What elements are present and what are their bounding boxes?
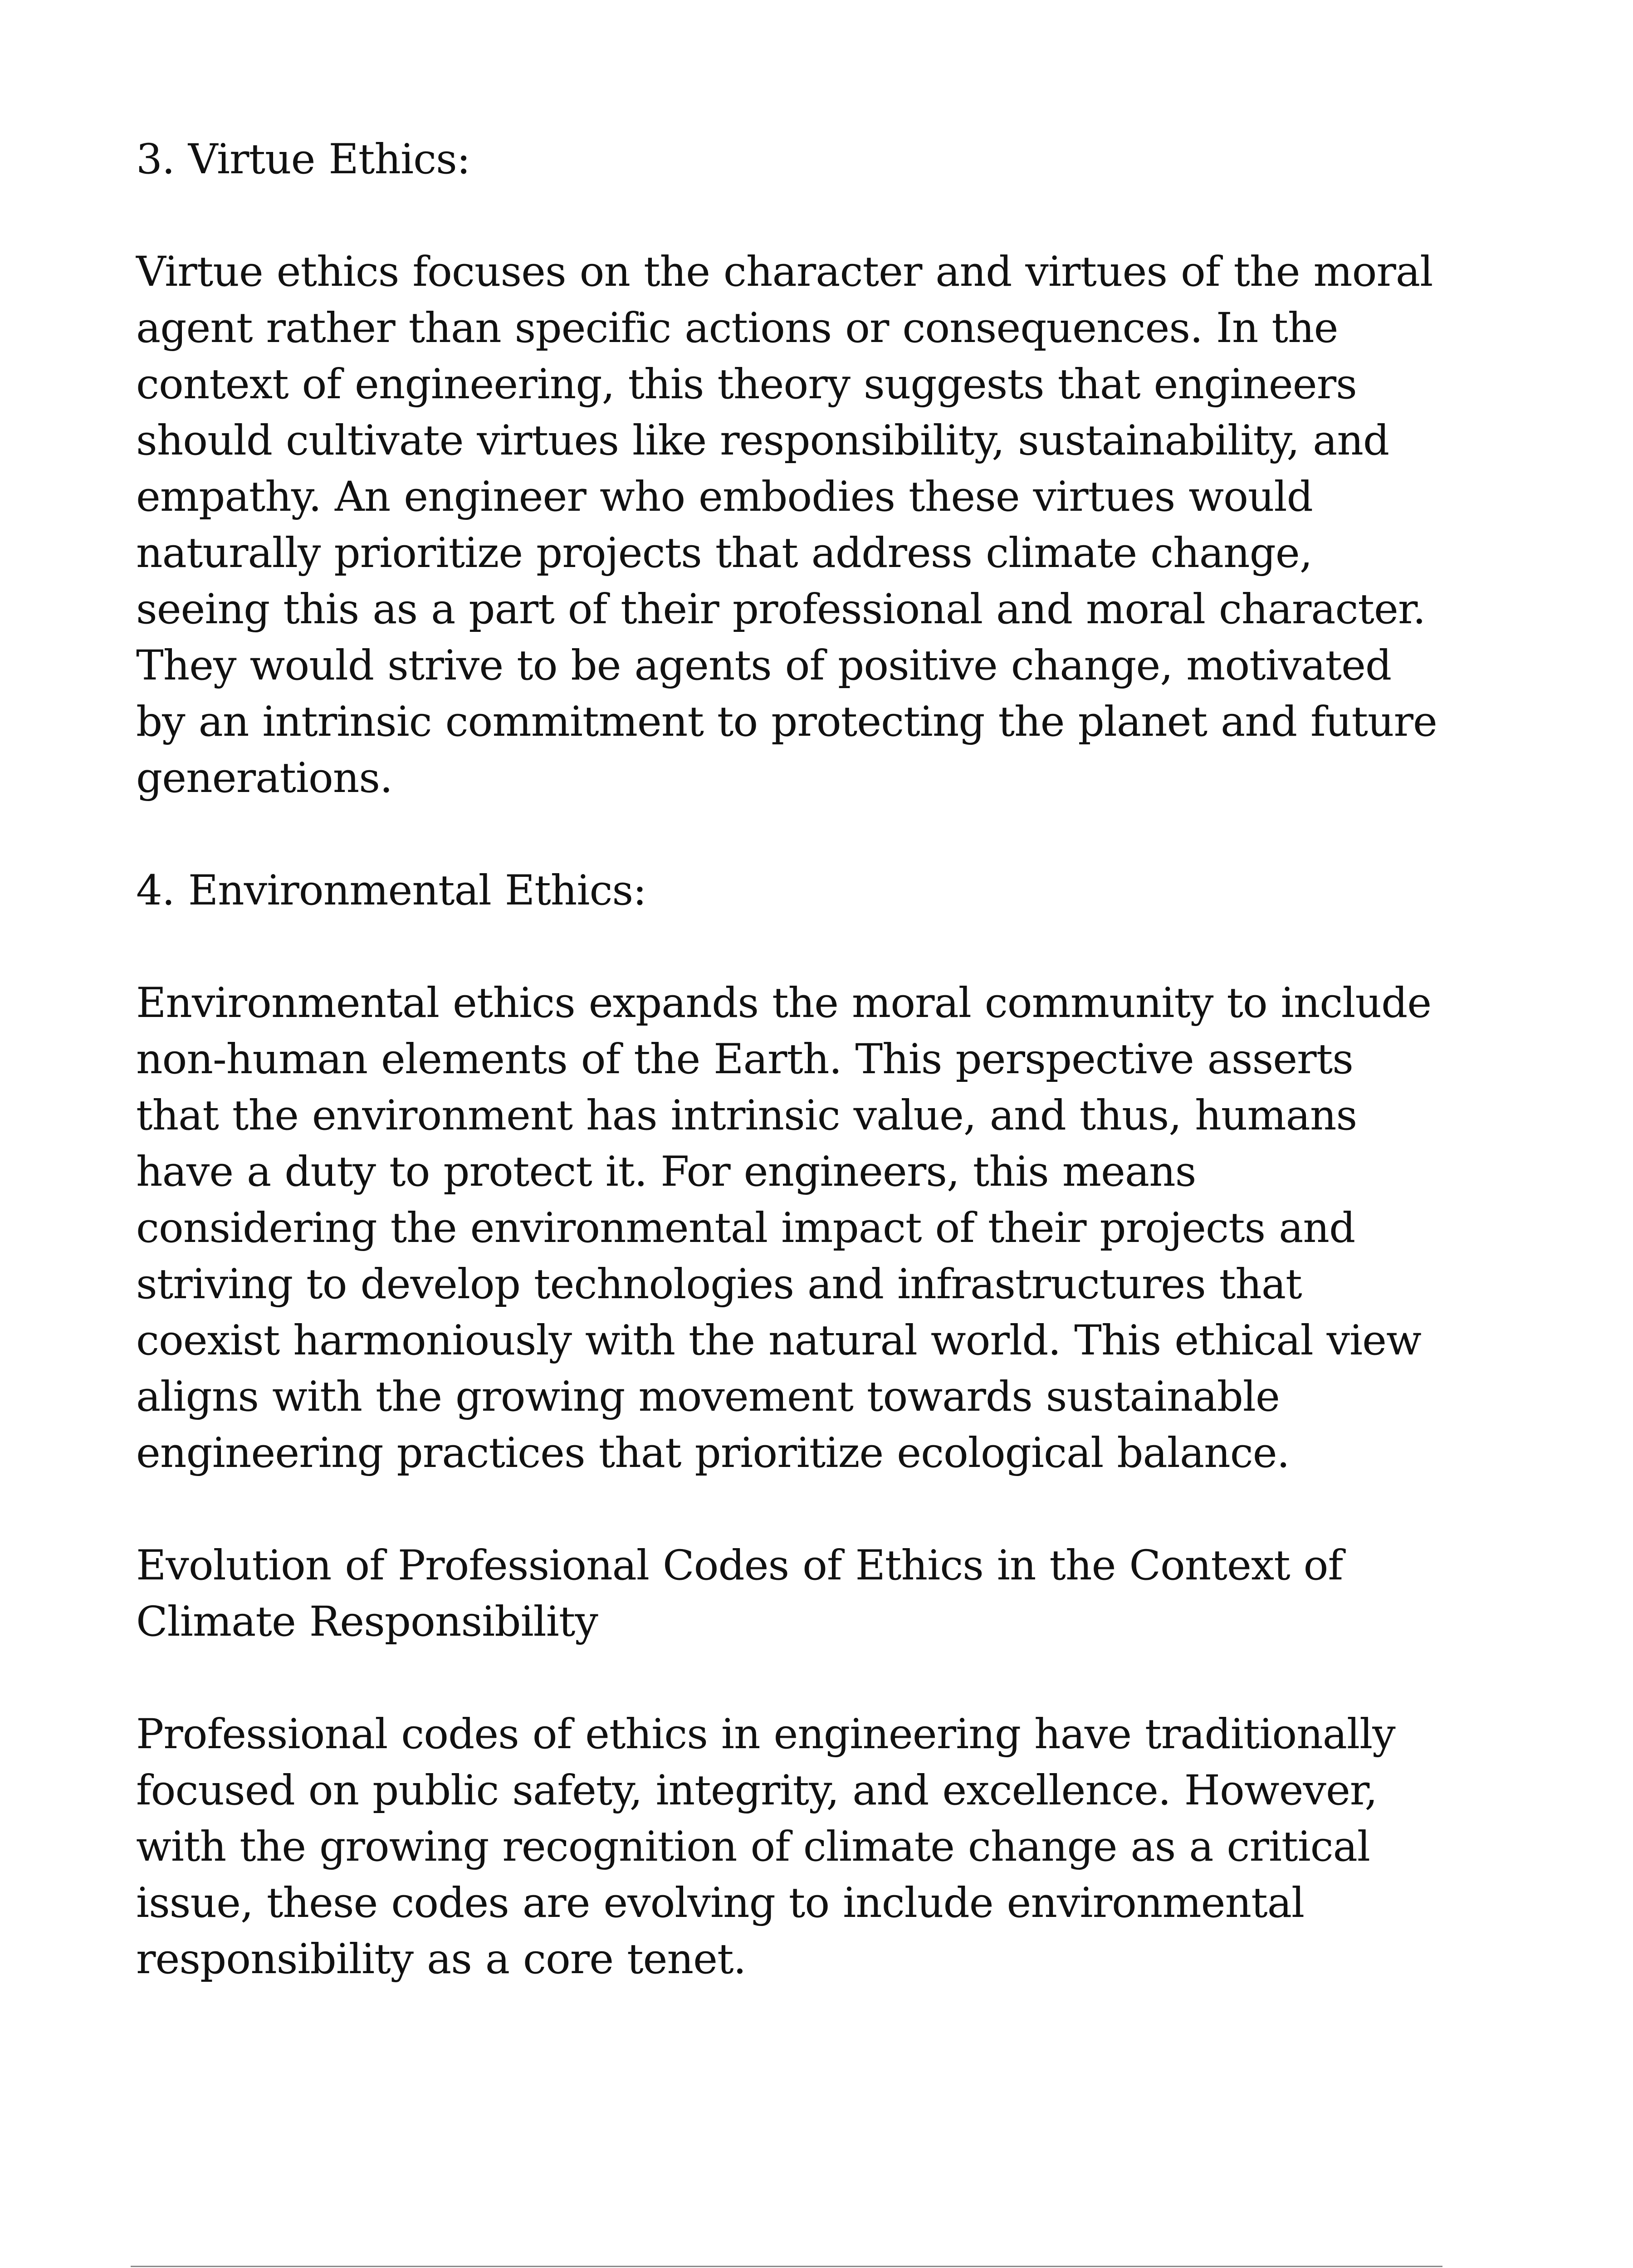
paragraph-environmental-ethics (136, 975, 1442, 1481)
footer-divider (131, 2266, 1442, 2267)
paragraph-text: Professional codes of ethics in engineering have traditionally focused on public safety, integrity, and excellence. However, with the growing recognition of climate change as a critical issue, these codes are evolving to include environmental responsibility as a core tenet. (136, 1711, 1395, 1983)
section-heading-professional-codes (136, 1538, 1442, 1650)
paragraph-text: Virtue ethics focuses on the character and virtues of the moral agent rather than specific actions or consequences. In the context of engineering, this theory suggests that engineers should cultivate virtues like responsibility, sustainability, and empathy. An engineer who embodies these virtues would naturally prioritize projects that address climate change, seeing this as a part of their professional and moral character. They would strive to be agents of positive change, motivated by an intrinsic commitment to protecting the planet and future generations. (136, 248, 1437, 802)
section-heading-environmental-ethics (136, 863, 1442, 919)
heading-text: Evolution of Professional Codes of Ethics in the Context of Climate Responsibility (136, 1542, 1343, 1646)
section-heading-virtue-ethics (136, 132, 1442, 188)
paragraph-professional-codes (136, 1706, 1442, 1988)
paragraph-text: Environmental ethics expands the moral community to include non-human elements of the Earth. This perspective asserts that the environment has intrinsic value, and thus, humans have a duty to protect it. For engineers, this means considering the environmental impact of their projects and striving to develop technologies and infrastructures that coexist harmoniously with the natural world. This ethical view aligns with the growing movement towards sustainable engineering practices that prioritize ecological balance. (136, 979, 1432, 1477)
paragraph-virtue-ethics (136, 244, 1442, 807)
heading-text: 4. Environmental Ethics: (136, 867, 646, 914)
body-text (136, 132, 1442, 2044)
heading-text: 3. Virtue Ethics: (136, 136, 470, 183)
